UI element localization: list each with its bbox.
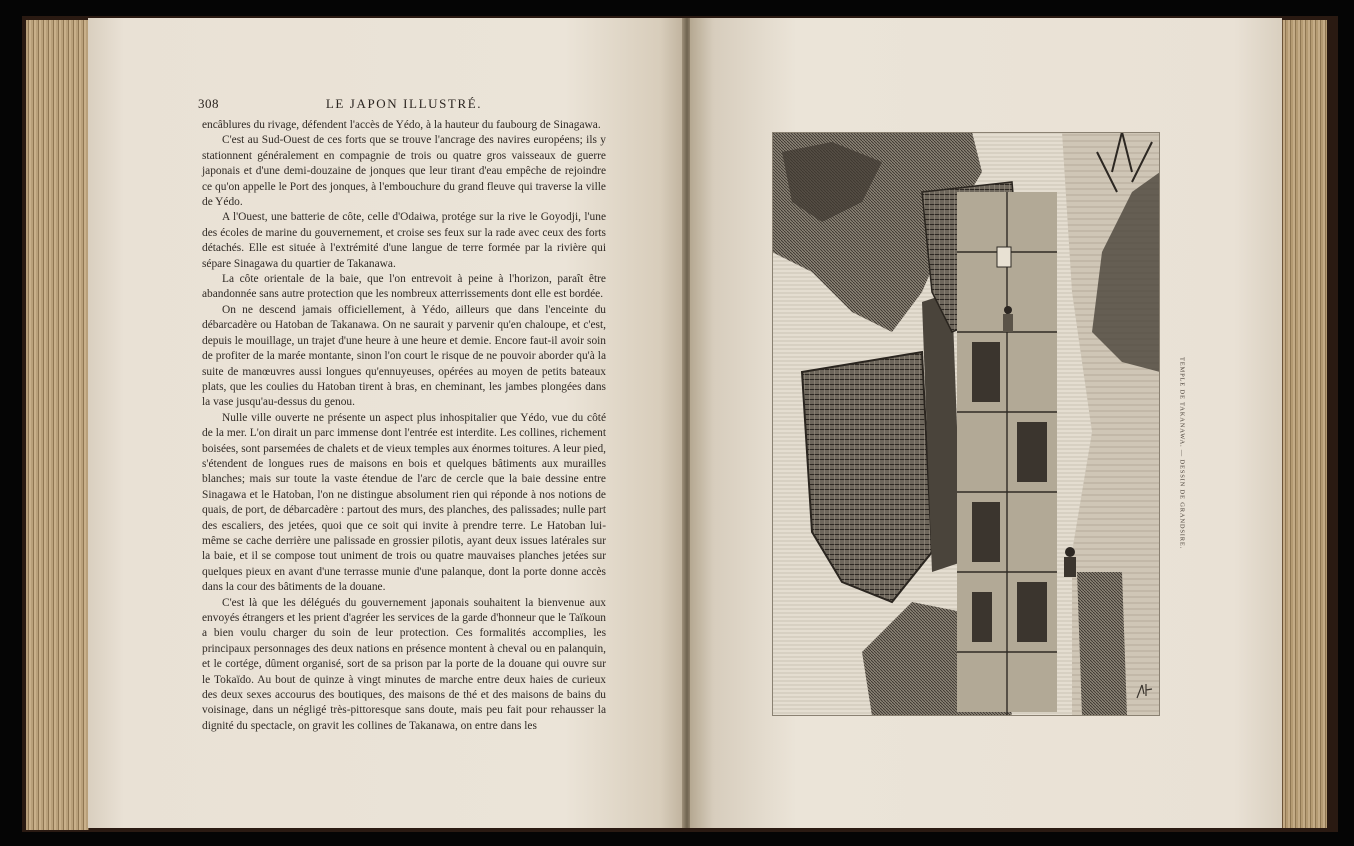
engraver-signature-icon: [1134, 680, 1156, 702]
paragraph: C'est là que les délégués du gouvernement japonais souhaitent la bienvenue aux envoyés étrangers et les prient d'agréer les services de la garde d'honneur que le Taïkoun a bien voulu charger du soin de leur protection. Ces formalités accomplies, les principaux personnages des deux nations en présence montent à cheval ou en palanquin, et le cortége, dûment organisé, sort de sa prison par la porte de la douane qui ouvre sur le Tokaïdo. Au bout de quinze à vingt minutes de marche entre deux haies de curieux des deux sexes accourus des boutiques, des maisons de thé et des maisons de bains du voisinage, dans un négligé très-pittoresque sans doute, mais peu fait pour rehausser la dignité du spectacle, on gravit les collines de Takanawa, on entre dans les: [202, 596, 606, 732]
body-text: [202, 118, 606, 734]
paragraph: La côte orientale de la baie, que l'on entrevoit à peine à l'horizon, paraît être abandonnée sans autre protection que les nombreux atterrissements dont elle est bordée.: [202, 273, 606, 301]
running-head: [198, 96, 610, 114]
right-page-edges: [1282, 20, 1327, 828]
paragraph: Nulle ville ouverte ne présente un aspect plus inhospitalier que Yédo, vue du côté de la mer. L'on dirait un parc immense dont l'entrée est interdite. Les collines, richement boisées, sont parsemées de chalets et de vieux temples aux énormes toitures. A leur pied, s'étendent de longues rues de maisons en bois et quelques bâtiments aux murailles blanches; mais sur toute la vaste étendue de l'arc de cercle que la baie dessine entre Sinagawa et le Hatoban, l'on ne distingue absolument rien qui réponde à nos notions de quais, de port, de débarcadère : partout des murs, des planches, des palissades; nulle part des escaliers, des jetées, quoi que ce soit qui invite à prendre terre. Le Hatoban lui-même se cache derrière une palissade en grossier pilotis, ayant deux issues latérales sur la baie, et il se compose tout uniment de trois ou quatre mauvaises planches jetées sur quelques pieux en avant d'une terrasse munie d'une palanque, dont la porte donne accès dans la cour des bâtiments de la douane.: [202, 411, 606, 594]
engraving-plate: [772, 132, 1160, 716]
running-title: LE JAPON ILLUSTRÉ.: [325, 96, 483, 111]
left-page-edges: [26, 20, 89, 830]
plate-caption: [1176, 328, 1188, 578]
plate-caption-text: TEMPLE DE TAKANAWA. — DESSIN DE GRANDSIRE.: [1178, 356, 1186, 550]
paragraph: C'est au Sud-Ouest de ces forts que se trouve l'ancrage des navires européens; ils y stationnent généralement en compagnie de trois ou quatre gros vaisseaux de guerre japonais et d'une demi-douzaine de jonques que leur tirant d'eau empêche de rejoindre ce qu'on appelle le Port des jonques, à l'embouchure du grand fleuve qui traverse la ville de Yédo.: [202, 134, 606, 209]
page-number: 308: [198, 96, 219, 111]
paragraph: encâblures du rivage, défendent l'accès de Yédo, à la hauteur du faubourg de Sinagawa.: [202, 119, 601, 131]
paragraph: On ne descend jamais officiellement, à Yédo, ailleurs que dans l'enceinte du débarcadère ou Hatoban de Takanawa. On ne saurait y parvenir qu'en chaloupe, et c'est, depuis le mouillage, un trajet d'une heure à une heure et demie. Encore faut-il avoir soin de profiter de la marée montante, sinon l'on court le risque de ne pouvoir aborder qu'à la suite de manœuvres aussi longues qu'ennuyeuses, opérées au moyen de petits bateaux plats, que les coulies du Hatoban tirent à bras, en cheminant, les jambes plongées dans la vase jusqu'au-dessus du genou.: [202, 303, 606, 409]
paragraph: A l'Ouest, une batterie de côte, celle d'Odaiwa, protége sur la rive le Goyodji, l'une des écoles de marine du gouvernement, et croise ses feux sur la rade avec ceux des forts détachés. Elle est située à l'extrémité d'une langue de terre formée par la rivière qui sépare Sinagawa du quartier de Takanawa.: [202, 211, 606, 270]
temple-engraving: [772, 132, 1160, 716]
